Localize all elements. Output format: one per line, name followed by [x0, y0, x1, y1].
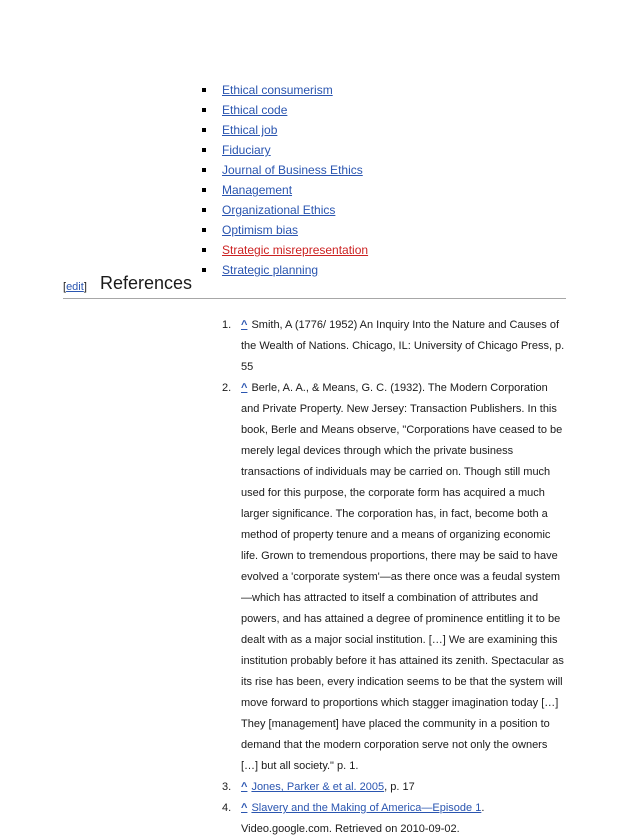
reference-item [222, 798, 567, 840]
square-bullet-icon [202, 248, 206, 252]
see-also-link[interactable]: Fiduciary [222, 143, 271, 157]
reference-link[interactable]: Jones, Parker & et al. 2005 [251, 781, 385, 793]
square-bullet-icon [202, 228, 206, 232]
see-also-item [202, 200, 542, 220]
reference-text: . Video.google.com. Retrieved on 2010-09-02. [241, 802, 485, 835]
reference-number: 3. [222, 781, 232, 793]
reference-number: 2. [222, 382, 232, 394]
reference-text: , p. 17 [384, 781, 415, 793]
reference-item [222, 777, 567, 798]
square-bullet-icon [202, 208, 206, 212]
see-also-link[interactable]: Strategic planning [222, 263, 319, 277]
see-also-list [202, 80, 542, 280]
backlink-caret[interactable]: ^ [241, 802, 248, 814]
edit-link[interactable]: edit [66, 281, 84, 293]
see-also-link[interactable]: Organizational Ethics [222, 203, 336, 217]
see-also-link[interactable]: Ethical job [222, 123, 278, 137]
reference-number: 4. [222, 802, 232, 814]
section-title: References [100, 273, 193, 293]
square-bullet-icon [202, 108, 206, 112]
see-also-item [202, 140, 542, 160]
reference-item [222, 378, 567, 777]
backlink-caret[interactable]: ^ [241, 781, 248, 793]
see-also-link[interactable]: Management [222, 183, 293, 197]
see-also-item [202, 220, 542, 240]
see-also-item [202, 160, 542, 180]
see-also-link[interactable]: Ethical code [222, 103, 288, 117]
see-also-link[interactable]: Optimism bias [222, 223, 299, 237]
see-also-link[interactable]: Ethical consumerism [222, 83, 333, 97]
square-bullet-icon [202, 128, 206, 132]
reference-number: 1. [222, 319, 232, 331]
backlink-caret[interactable]: ^ [241, 382, 248, 394]
see-also-item [202, 180, 542, 200]
square-bullet-icon [202, 188, 206, 192]
edit-bracket-close: ] [83, 281, 87, 293]
references-heading [63, 272, 566, 299]
backlink-caret[interactable]: ^ [241, 319, 248, 331]
see-also-item [202, 100, 542, 120]
reference-link[interactable]: Slavery and the Making of America—Episode 1 [251, 802, 482, 814]
reference-item [222, 315, 567, 378]
see-also-item [202, 80, 542, 100]
edit-bracket-open: [ [63, 281, 67, 293]
square-bullet-icon [202, 88, 206, 92]
see-also-item [202, 120, 542, 140]
square-bullet-icon [202, 148, 206, 152]
reference-text: Berle, A. A., & Means, G. C. (1932). The Modern Corporation and Private Property. New Jersey: Transaction Publishers. In this book, Berle and Means observe, "Corporations have ceased to be merely legal devices through which the private business transactions of individuals may be carried on. Though still much used for this purpose, the corporate form has acquired a much larger significance. The corporation has, in fact, become both a method of property tenure and a means of organizing economic life. Grown to tremendous proportions, there may be said to have evolved a 'corporate system'—as there once was a feudal system—which has attracted to itself a combination of attributes and powers, and has attained a degree of prominence entitling it to be dealt with as a major social institution. […] We are examining this institution probably before it has attained its zenith. Spectacular as its rise has been, every indication seems to be that the system will move forward to proportions which stagger imagination today […] They [management] have placed the community in a position to demand that the modern corporation serve not only the owners […] but all society." p. 1. [241, 382, 564, 772]
see-also-link[interactable]: Journal of Business Ethics [222, 163, 363, 177]
square-bullet-icon [202, 168, 206, 172]
see-also-item [202, 240, 542, 260]
references-list [222, 315, 567, 840]
reference-text: Smith, A (1776/ 1952) An Inquiry Into the Nature and Causes of the Wealth of Nations. Chicago, IL: University of Chicago Press, p. 55 [241, 319, 565, 373]
see-also-link-missing[interactable]: Strategic misrepresentation [222, 243, 369, 257]
edit-section [63, 281, 87, 293]
